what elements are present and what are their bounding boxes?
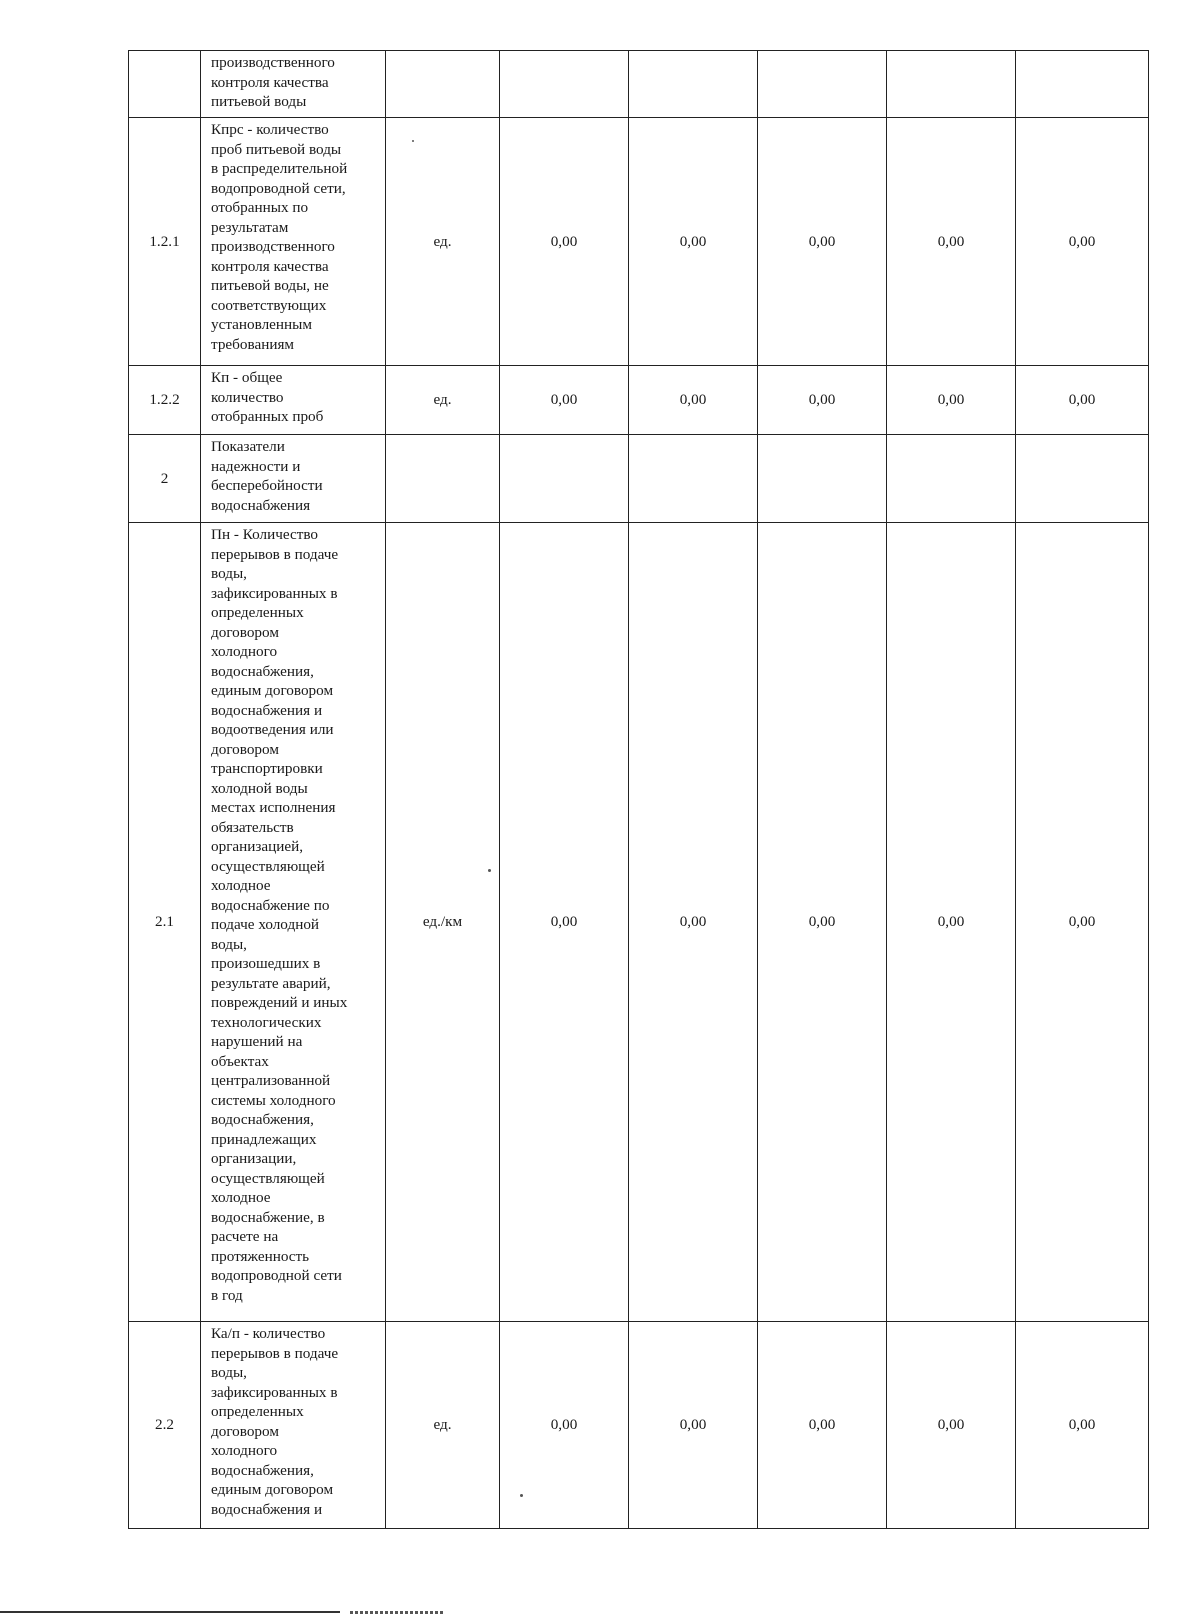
description-line: протяженность [211, 1247, 310, 1265]
value-cell [887, 435, 1016, 523]
indicator-description [201, 366, 386, 435]
description-line: контроля качества [211, 257, 329, 275]
description-line: технологических [211, 1013, 322, 1031]
description-line: количество [211, 388, 284, 406]
description-line: подаче холодной [211, 916, 320, 933]
scan-speck [412, 140, 414, 142]
value-cell: 0,00 [758, 523, 887, 1322]
description-line: Кп - общее [211, 369, 283, 386]
value-cell: 0,00 [758, 1322, 887, 1529]
scan-speck [488, 869, 491, 872]
indicator-description [201, 1322, 386, 1529]
description-line: единым договором [211, 682, 334, 699]
row-number: 2.1 [129, 523, 201, 1322]
value-cell: 0,00 [758, 366, 887, 435]
value-cell: 0,00 [500, 1322, 629, 1529]
description-line: местах исполнения [211, 799, 336, 816]
description-line: расчете на [211, 1228, 279, 1245]
description-line: соответствующих [211, 296, 327, 314]
indicator-description [201, 523, 386, 1322]
value-cell: 0,00 [1016, 1322, 1149, 1529]
value-cell: 0,00 [1016, 366, 1149, 435]
description-line: Ка/п - количество [211, 1325, 326, 1342]
row-number: 1.2.2 [129, 366, 201, 435]
value-cell [758, 435, 887, 523]
description-line: результатам [211, 218, 289, 236]
description-line: объектах [211, 1052, 269, 1070]
description-line: водоснабжение по [211, 896, 330, 914]
description-line: договором [211, 1422, 279, 1440]
description-line: принадлежащих [211, 1130, 317, 1148]
description-line: питьевой воды, не [211, 277, 329, 294]
description-line: обязательств [211, 818, 294, 836]
description-line: водоотведения или [211, 721, 334, 738]
page-bottom-rule [0, 1611, 340, 1613]
description-line: воды, [211, 935, 247, 953]
description-line: холодного [211, 643, 278, 660]
unit-cell [386, 435, 500, 523]
value-cell: 0,00 [629, 366, 758, 435]
value-cell: 0,00 [629, 118, 758, 366]
page-bottom-rule-dashed [350, 1611, 445, 1614]
description-line: контроля качества [211, 73, 329, 91]
value-cell [500, 435, 629, 523]
indicator-description [201, 435, 386, 523]
description-line: системы холодного [211, 1091, 336, 1109]
value-cell: 0,00 [500, 118, 629, 366]
value-cell: 0,00 [887, 523, 1016, 1322]
description-line: зафиксированных в [211, 1383, 338, 1401]
value-cell: 0,00 [887, 118, 1016, 366]
description-line: повреждений и иных [211, 994, 348, 1011]
value-cell [1016, 51, 1149, 118]
description-line: воды, [211, 565, 247, 582]
description-line: перерывов в подаче [211, 545, 339, 563]
indicator-description [201, 51, 386, 118]
description-line: нарушений на [211, 1033, 303, 1050]
description-line: осуществляющей [211, 857, 325, 875]
description-line: единым договором [211, 1481, 334, 1498]
description-line: холодной воды [211, 779, 308, 797]
description-line: перерывов в подаче [211, 1344, 339, 1362]
description-line: холодного [211, 1442, 278, 1459]
table-row [129, 1322, 1149, 1529]
table-row [129, 51, 1149, 118]
description-line: производственного [211, 54, 335, 71]
description-line: организации, [211, 1150, 297, 1167]
row-number: 1.2.1 [129, 118, 201, 366]
indicator-description [201, 118, 386, 366]
description-line: бесперебойности [211, 477, 323, 494]
description-line: водоснабжения [211, 496, 311, 514]
unit-cell [386, 51, 500, 118]
description-line: отобранных по [211, 199, 309, 216]
value-cell: 0,00 [500, 366, 629, 435]
table-row [129, 366, 1149, 435]
value-cell [887, 51, 1016, 118]
row-number: 2 [129, 435, 201, 523]
value-cell: 0,00 [1016, 523, 1149, 1322]
unit-cell: ед. [386, 366, 500, 435]
description-line: договором [211, 623, 279, 641]
description-line: отобранных проб [211, 408, 324, 425]
description-line: водоснабжения, [211, 662, 314, 680]
unit-cell: ед./км [386, 523, 500, 1322]
description-line: холодное [211, 1189, 271, 1206]
description-line: зафиксированных в [211, 584, 338, 602]
value-cell [1016, 435, 1149, 523]
unit-cell: ед. [386, 1322, 500, 1529]
description-line: результате аварий, [211, 974, 331, 992]
row-number [129, 51, 201, 118]
description-line: водоснабжения, [211, 1461, 314, 1479]
value-cell: 0,00 [1016, 118, 1149, 366]
description-line: водоснабжение, в [211, 1208, 325, 1226]
description-line: организацией, [211, 838, 304, 855]
description-line: производственного [211, 238, 335, 255]
table-row [129, 523, 1149, 1322]
description-line: централизованной [211, 1072, 331, 1089]
description-line: осуществляющей [211, 1169, 325, 1187]
description-line: питьевой воды [211, 93, 307, 110]
scan-speck [520, 1494, 523, 1497]
value-cell: 0,00 [887, 366, 1016, 435]
value-cell [500, 51, 629, 118]
description-line: проб питьевой воды [211, 140, 342, 158]
value-cell [629, 435, 758, 523]
table-body [129, 51, 1149, 1529]
description-line: водопроводной сети [211, 1267, 342, 1284]
value-cell: 0,00 [500, 523, 629, 1322]
description-line: договором [211, 740, 279, 758]
description-line: холодное [211, 877, 271, 894]
description-line: транспортировки [211, 760, 323, 777]
description-line: установленным [211, 316, 312, 333]
value-cell [629, 51, 758, 118]
description-line: водопроводной сети, [211, 179, 346, 197]
indicators-table [128, 50, 1149, 1529]
description-line: в год [211, 1286, 243, 1304]
description-line: водоснабжения, [211, 1111, 314, 1128]
description-line: надежности и [211, 457, 301, 475]
table-row [129, 435, 1149, 523]
description-line: определенных [211, 1403, 304, 1420]
value-cell: 0,00 [629, 523, 758, 1322]
description-line: Показатели [211, 438, 285, 455]
description-line: требованиям [211, 335, 295, 353]
description-line: водоснабжения и [211, 1500, 323, 1518]
description-line: определенных [211, 604, 304, 621]
description-line: воды, [211, 1364, 247, 1381]
value-cell: 0,00 [887, 1322, 1016, 1529]
description-line: Пн - Количество [211, 526, 319, 543]
description-line: в распределительной [211, 160, 348, 177]
table-row [129, 118, 1149, 366]
description-line: водоснабжения и [211, 701, 323, 719]
unit-cell: ед. [386, 118, 500, 366]
value-cell: 0,00 [629, 1322, 758, 1529]
row-number: 2.2 [129, 1322, 201, 1529]
description-line: произошедших в [211, 955, 321, 972]
description-line: Кпрс - количество [211, 121, 329, 138]
value-cell: 0,00 [758, 118, 887, 366]
value-cell [758, 51, 887, 118]
